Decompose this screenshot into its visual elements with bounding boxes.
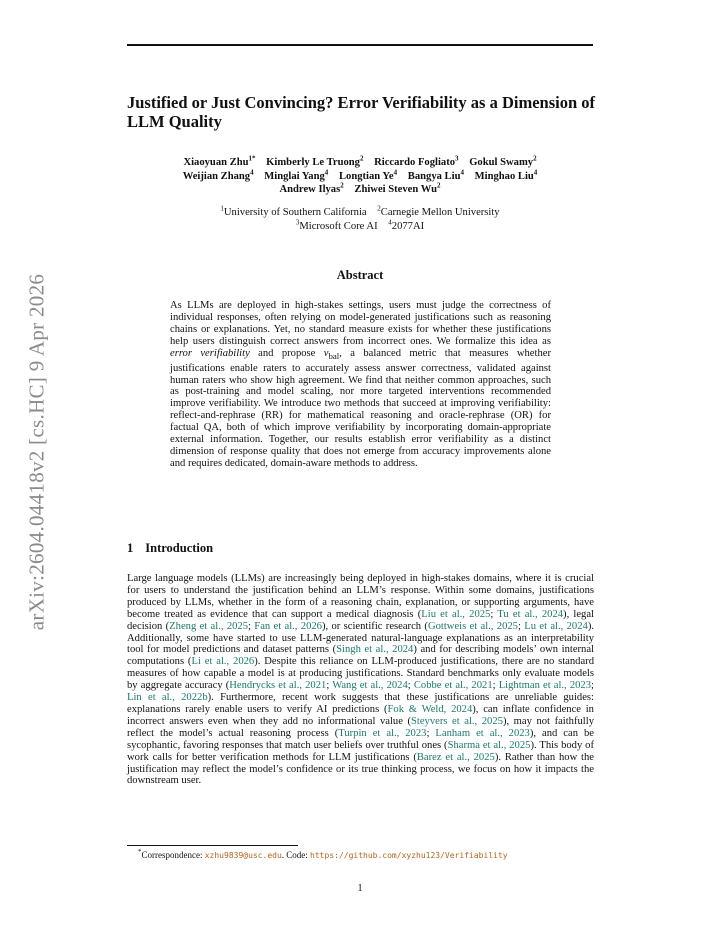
citation-link[interactable]: Cobbe et al., 2021 [413,680,493,692]
text-run: ), legal decision ( [127,608,595,632]
text-run: ; [490,608,498,620]
author-name: Kimberly Le Truong [266,157,360,168]
text-run: ; [426,727,436,739]
affiliation [377,204,500,218]
citation-link[interactable]: Fok & Weld, 2024 [387,703,473,715]
author-affiliation-mark: 4 [460,167,464,176]
subscript: bal [328,350,340,361]
emphasized-term: error verifiability [170,347,250,359]
author-affiliation-mark: 2 [359,154,364,163]
citation-link[interactable]: Turpin et al., 2023 [338,727,427,739]
author [374,154,459,168]
affiliation-mark: 4 [388,217,392,226]
author-affiliation-mark: 3 [455,154,459,163]
affiliation [388,217,425,232]
text-run: ; [591,680,594,692]
author-affiliation-mark: 2 [533,154,537,163]
citation-link[interactable]: Tu et al., 2024 [497,608,564,620]
author-name: Weijian Zhang [182,170,251,182]
author-name: Andrew Ilyas [279,184,341,195]
author-affiliation-mark: 1* [248,154,256,163]
author [182,167,254,182]
author [407,167,464,182]
author-name: Riccardo Fogliato [374,157,456,168]
affiliation-name: University of Southern California [223,207,367,218]
author-list [127,156,593,197]
citation-link[interactable]: Lu et al., 2024 [524,620,588,632]
citation-link[interactable]: Singh et al., 2024 [336,644,414,656]
author-name: Minglai Yang [264,170,325,182]
text-run: ). Additionally, some have started to use LLM-generated natural-language explanations as an interpretability tool for model predictions and dataset patterns ( [127,620,594,656]
text-run: ). Rather than how the justification may reflect the model’s confidence or its true thinking process, we focus on how it impacts the downstream user. [127,751,594,787]
top-rule [127,44,593,46]
author-name: Longtian Ye [338,170,394,182]
citation-link[interactable]: Liu et al., 2025 [421,608,491,620]
author [264,167,329,182]
section-number: 1 [127,541,134,555]
emphasized-term: v [323,347,329,359]
affiliation-mark: 1 [220,204,224,213]
text-run: ). Furthermore, recent work suggests that these justifications are unreliable guides: explanations rarely enable users to verify AI predictions ( [127,692,594,715]
affiliation-name: 2077AI [391,220,425,232]
affiliation-name: Carnegie Mellon University [380,207,500,218]
author-affiliation-mark: 4 [250,167,254,176]
footnote-mark: * [138,848,142,856]
citation-link[interactable]: Lin et al., 2022b [127,692,208,704]
abstract-heading: Abstract [336,268,384,282]
author-affiliation-mark: 4 [324,167,329,176]
abstract-text [170,300,551,470]
text-run: ; [492,680,499,692]
correspondence-email-link[interactable]: xzhu9839@usc.edu [204,851,282,860]
text-run: ; [407,680,414,692]
text-run: and propose [249,347,324,359]
arxiv-identifier-sidebar: arXiv:2604.04418v2 [cs.HC] 9 Apr 2026 [24,273,49,631]
author [474,167,538,182]
footnote [138,850,508,860]
citation-link[interactable]: Wang et al., 2024 [332,680,408,692]
affiliation-mark: 3 [295,217,300,226]
author [338,167,398,182]
author-name: Minghao Liu [474,170,534,182]
author [279,181,344,195]
text-run: Large language models (LLMs) are increasingly being deployed in high-stakes domains, where it is crucial for users to understand the justification behind an LLM’s response. Within some domains, justifications produced by LLMs, whether in the form of a reasoning chain, explanation, or supporting arguments, have become treated as evidence that can support a medical diagnosis ( [127,573,594,620]
citation-link[interactable]: Li et al., 2026 [191,656,255,668]
author-name: Zhiwei Steven Wu [354,184,437,195]
author [354,181,441,195]
introduction-paragraph [127,573,594,787]
section-heading-introduction [127,541,213,556]
paper-title: Justified or Just Convincing? Error Verifiability as a Dimension of LLM Quality [127,93,595,131]
footnote-label: Correspondence: [141,850,205,860]
affiliation-mark: 2 [377,204,381,213]
citation-link[interactable]: Fan et al., 2026 [254,620,322,632]
page-number: 1 [357,883,363,894]
affiliation-list [127,206,593,233]
code-repository-link[interactable]: https://github.com/xyzhu123/Verifiability [310,851,508,860]
text-run: , a balanced metric that measures whether justifications enable raters to accurately assess answer correctness, validated against human raters who show high agreement. We find that neither common approaches, such as post-training and model scaling, nor more targeted interventions recommended improve verifiability. We introduce two methods that succeed at improving verifiability: reflect-and-rephrase (RR) for mathematical reasoning and oracle-rephrase (OR) for factual QA, both of which improve verifiability by incorporating domain-appropriate external information. Together, our results establish error verifiability as a distinct dimension of response quality that does not emerge from accuracy improvements alone and requires dedicated, domain-aware methods to address. [170,347,551,469]
author [469,154,537,168]
author-affiliation-mark: 2 [437,181,441,190]
footnote-rule [127,845,298,846]
text-run: ) and for describing models’ own internal computations ( [127,644,594,668]
citation-link[interactable]: Hendrycks et al., 2021 [229,680,327,692]
text-run: ), or scientific research ( [321,620,428,632]
affiliation-name: Microsoft Core AI [299,220,378,232]
text-run: ; [517,620,525,632]
citation-link[interactable]: Zheng et al., 2025 [169,620,249,632]
author-affiliation-mark: 2 [340,181,344,190]
text-run: ; [248,620,255,632]
citation-link[interactable]: Lanham et al., 2023 [435,727,530,739]
text-run: ). Despite this reliance on LLM-produced justifications, there are no standard measures of how capable a model is at producing justifications. Standard benchmarks only evaluate models by aggregate accuracy ( [127,656,594,692]
text-run: ), may not faithfully reflect the model’s actual reasoning process ( [127,715,594,739]
citation-link[interactable]: Sharma et al., 2025 [447,739,531,751]
citation-link[interactable]: Gottweis et al., 2025 [427,620,518,632]
text-run: ; [326,680,333,692]
author [183,154,256,168]
text-run: ). This body of work calls for better verification methods for LLM justifications ( [127,739,594,763]
citation-link[interactable]: Steyvers et al., 2025 [411,715,503,727]
section-title: Introduction [145,541,214,555]
citation-link[interactable]: Lightman et al., 2023 [498,680,592,692]
author-name: Gokul Swamy [469,157,534,168]
footnote-code-label: . Code: [281,850,311,860]
author-name: Xiaoyuan Zhu [183,157,249,168]
affiliation [220,204,367,218]
author-name: Bangya Liu [407,170,461,182]
author [266,154,364,168]
affiliation [295,217,378,232]
text-run: ), can inflate confidence in incorrect answers even when they add no informational value ( [127,703,594,727]
text-run: ), and can be sycophantic, favoring responses that match user beliefs over truthful ones ( [127,727,594,751]
author-affiliation-mark: 4 [533,167,538,176]
text-run: As LLMs are deployed in high-stakes settings, users must judge the correctness of individual responses, often relying on model-generated justifications such as reasoning chains or explanations. Yet, no standard measure exists for whether these justifications help users distinguish correct answers from incorrect ones. We formalize this idea as [170,300,551,347]
citation-link[interactable]: Barez et al., 2025 [416,751,495,763]
author-affiliation-mark: 4 [393,167,398,176]
